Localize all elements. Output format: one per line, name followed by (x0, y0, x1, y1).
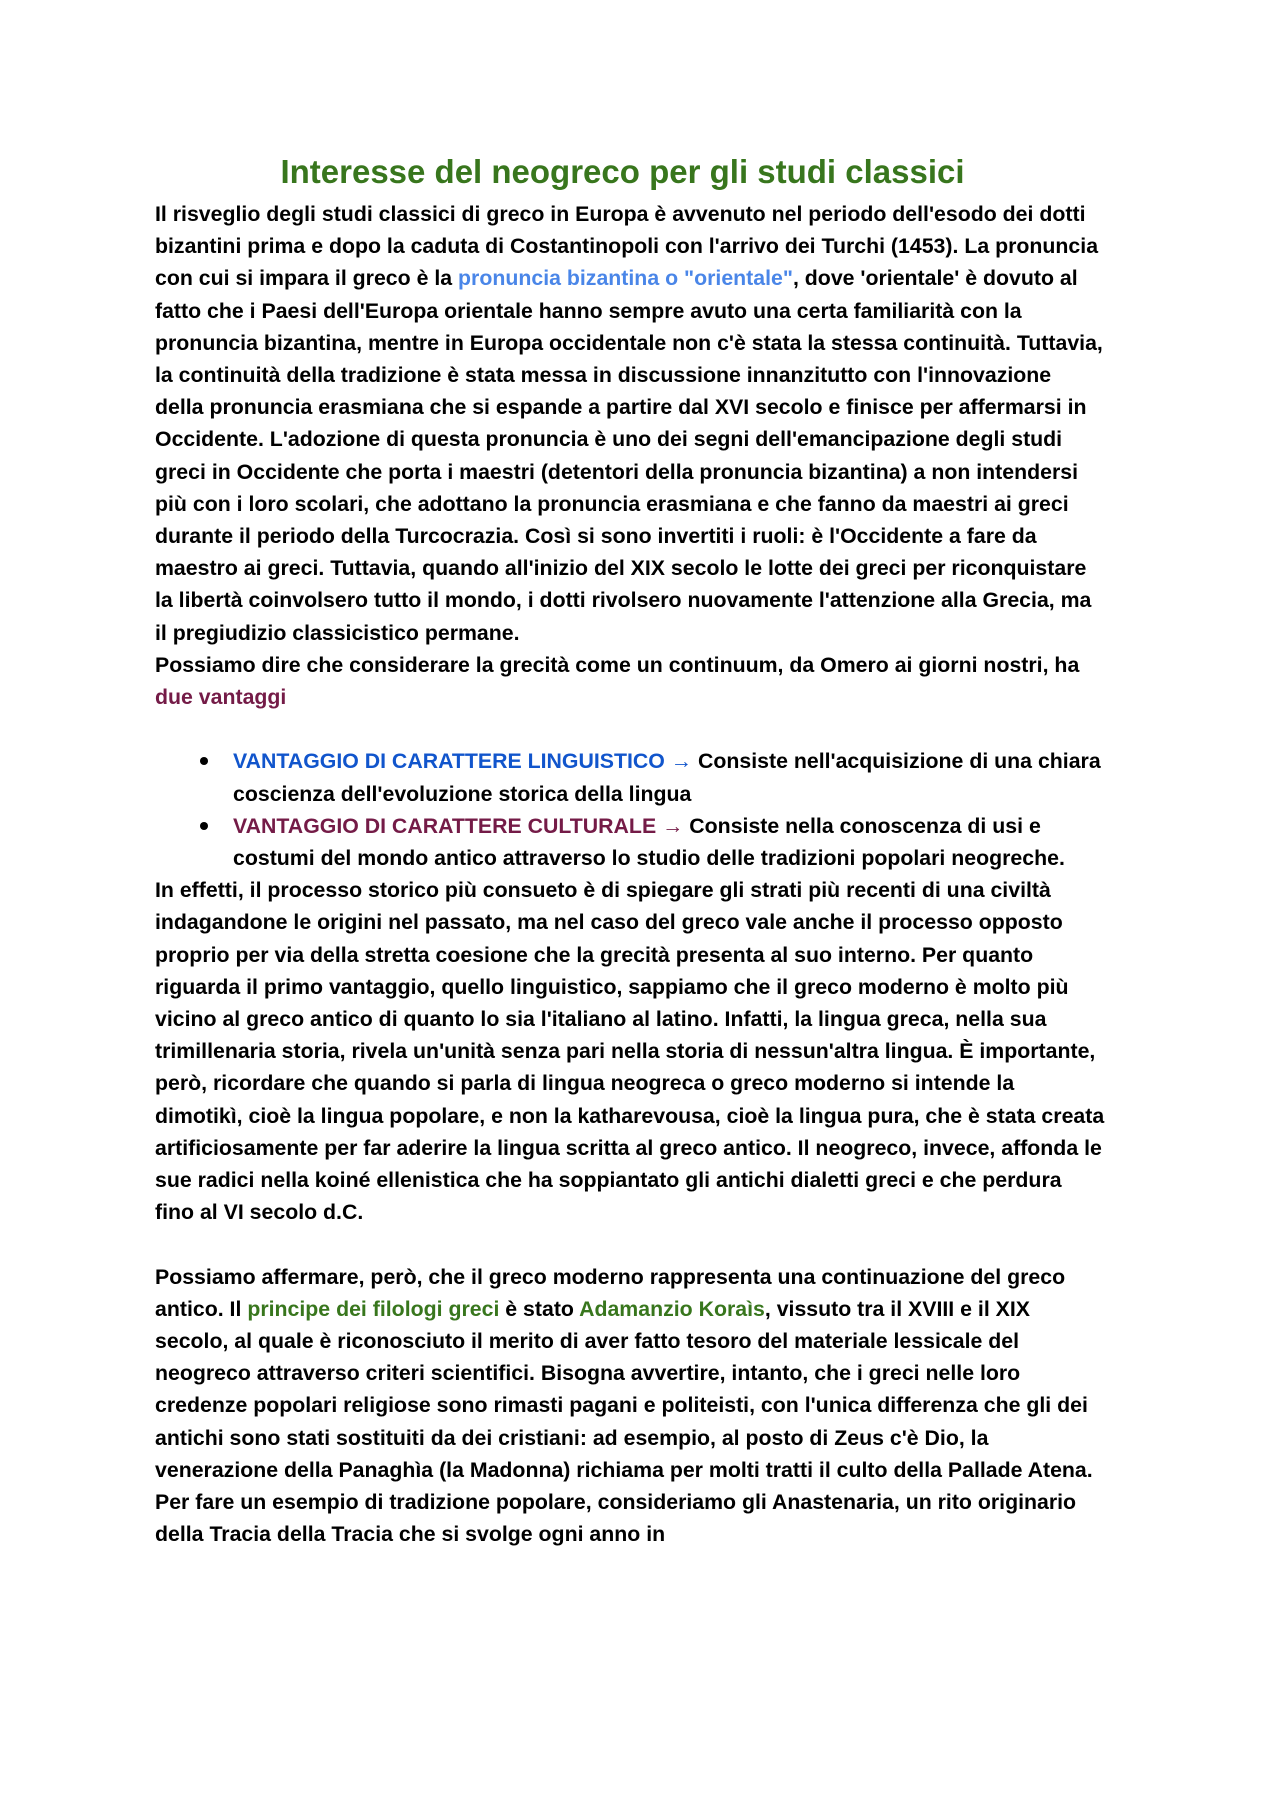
list-item-vantaggio-linguistico (155, 745, 1105, 809)
paragraph-text: , vissuto tra il XVIII e il XIX secolo, al quale è riconosciuto il merito di aver fatto tesoro del materiale lessicale del neogreco attraverso criteri scientifici. Bisogna avvertire, intanto, che i greci nelle loro credenze popolari religiose sono rimasti pagani e politeisti, con l'unica differenza che gli dei antichi sono stati sostituiti da dei cristiani: ad esempio, al posto di Zeus c'è Dio, la venerazione della Panaghìa (la Madonna) richiama per molti tratti il culto della Pallade Atena. Per fare un esempio di tradizione popolare, consideriamo gli Anastenaria, un rito originario della Tracia della Tracia che si svolge ogni anno in (155, 1296, 1093, 1547)
paragraph-risveglio (155, 198, 1105, 649)
spacer (155, 1228, 1105, 1260)
paragraph-text: Possiamo affermare, però, che il greco moderno rappresenta una continuazione del greco antico. Il (155, 1264, 1066, 1321)
paragraph-text: , dove 'orientale' è dovuto al fatto che i Paesi dell'Europa orientale hanno sempre avuto una certa familiarità con la pronuncia bizantina, mentre in Europa occidentale non c'è stata la stessa continuità. Tuttavia, la continuità della tradizione è stata messa in discussione innanzitutto con l'innovazione della pronuncia erasmiana che si espande a partire dal XVI secolo e finisce per affermarsi in Occidente. L'adozione di questa pronuncia è uno dei segni dell'emancipazione degli studi greci in Occidente che porta i maestri (detentori della pronuncia bizantina) a non intendersi più con i loro scolari, che adottano la pronuncia erasmiana e che fanno da maestri ai greci durante il periodo della Turcocrazia. Così si sono invertiti i ruoli: è l'Occidente a fare da maestro ai greci. Tuttavia, quando all'inizio del XIX secolo le lotte dei greci per riconquistare la libertà coinvolsero tutto il mondo, i dotti rivolsero nuovamente l'attenzione alla Grecia, ma il pregiudizio classicistico permane. (155, 266, 1103, 645)
bullet-dot-icon (200, 757, 208, 765)
paragraph-due-vantaggi (155, 649, 1105, 713)
highlight-principe-filologi: principe dei filologi greci (247, 1296, 500, 1321)
vantaggio-heading: VANTAGGIO DI CARATTERE CULTURALE (233, 813, 657, 838)
document-title: Interesse del neogreco per gli studi classici (280, 153, 965, 190)
highlight-due-vantaggi: due vantaggi (155, 685, 287, 710)
document-body (155, 198, 1105, 1551)
vantaggi-list (155, 745, 1105, 874)
spacer (155, 713, 1105, 745)
list-item-vantaggio-culturale (155, 810, 1105, 874)
paragraph-korais (155, 1261, 1105, 1551)
vantaggio-heading: VANTAGGIO DI CARATTERE LINGUISTICO (233, 749, 665, 774)
paragraph-text: è stato (499, 1296, 580, 1321)
arrow-right-icon: → (656, 813, 690, 838)
highlight-pronuncia-bizantina: pronuncia bizantina o "orientale" (458, 266, 793, 291)
vantaggio-text: Consiste nella conoscenza di usi e costumi del mondo antico attraverso lo studio delle tradizioni popolari neogreche. (233, 813, 1065, 871)
arrow-right-icon: → (664, 749, 698, 774)
paragraph-text: Possiamo dire che considerare la grecità come un continuum, da Omero ai giorni nostri, ha (155, 652, 1080, 677)
vantaggio-text: Consiste nell'acquisizione di una chiara coscienza dell'evoluzione storica della lingua (233, 749, 1101, 806)
paragraph-text: Il risveglio degli studi classici di greco in Europa è avvenuto nel periodo dell'esodo dei dotti bizantini prima e dopo la caduta di Costantinopoli con l'arrivo dei Turchi (1453). La pronuncia con cui si impara il greco è la (155, 202, 1099, 291)
bullet-dot-icon (200, 822, 208, 830)
highlight-korais: Adamanzio Koraìs (579, 1296, 765, 1321)
paragraph-in-effetti: In effetti, il processo storico più consueto è di spiegare gli strati più recenti di una civiltà indagandone le origini nel passato, ma nel caso del greco vale anche il processo opposto proprio per via della stretta coesione che la grecità presenta al suo interno. Per quanto riguarda il primo vantaggio, quello linguistico, sappiamo che il greco moderno è molto più vicino al greco antico di quanto lo sia l'italiano al latino. Infatti, la lingua greca, nella sua trimillenaria storia, rivela un'unità senza pari nella storia di nessun'altra lingua. È importante, però, ricordare che quando si parla di lingua neogreca o greco moderno si intende la dimotikì, cioè la lingua popolare, e non la katharevousa, cioè la lingua pura, che è stata creata artificiosamente per far aderire la lingua scritta al greco antico. Il neogreco, invece, affonda le sue radici nella koiné ellenistica che ha soppiantato gli antichi dialetti greci e che perdura fino al VI secolo d.C. (155, 878, 1105, 1225)
